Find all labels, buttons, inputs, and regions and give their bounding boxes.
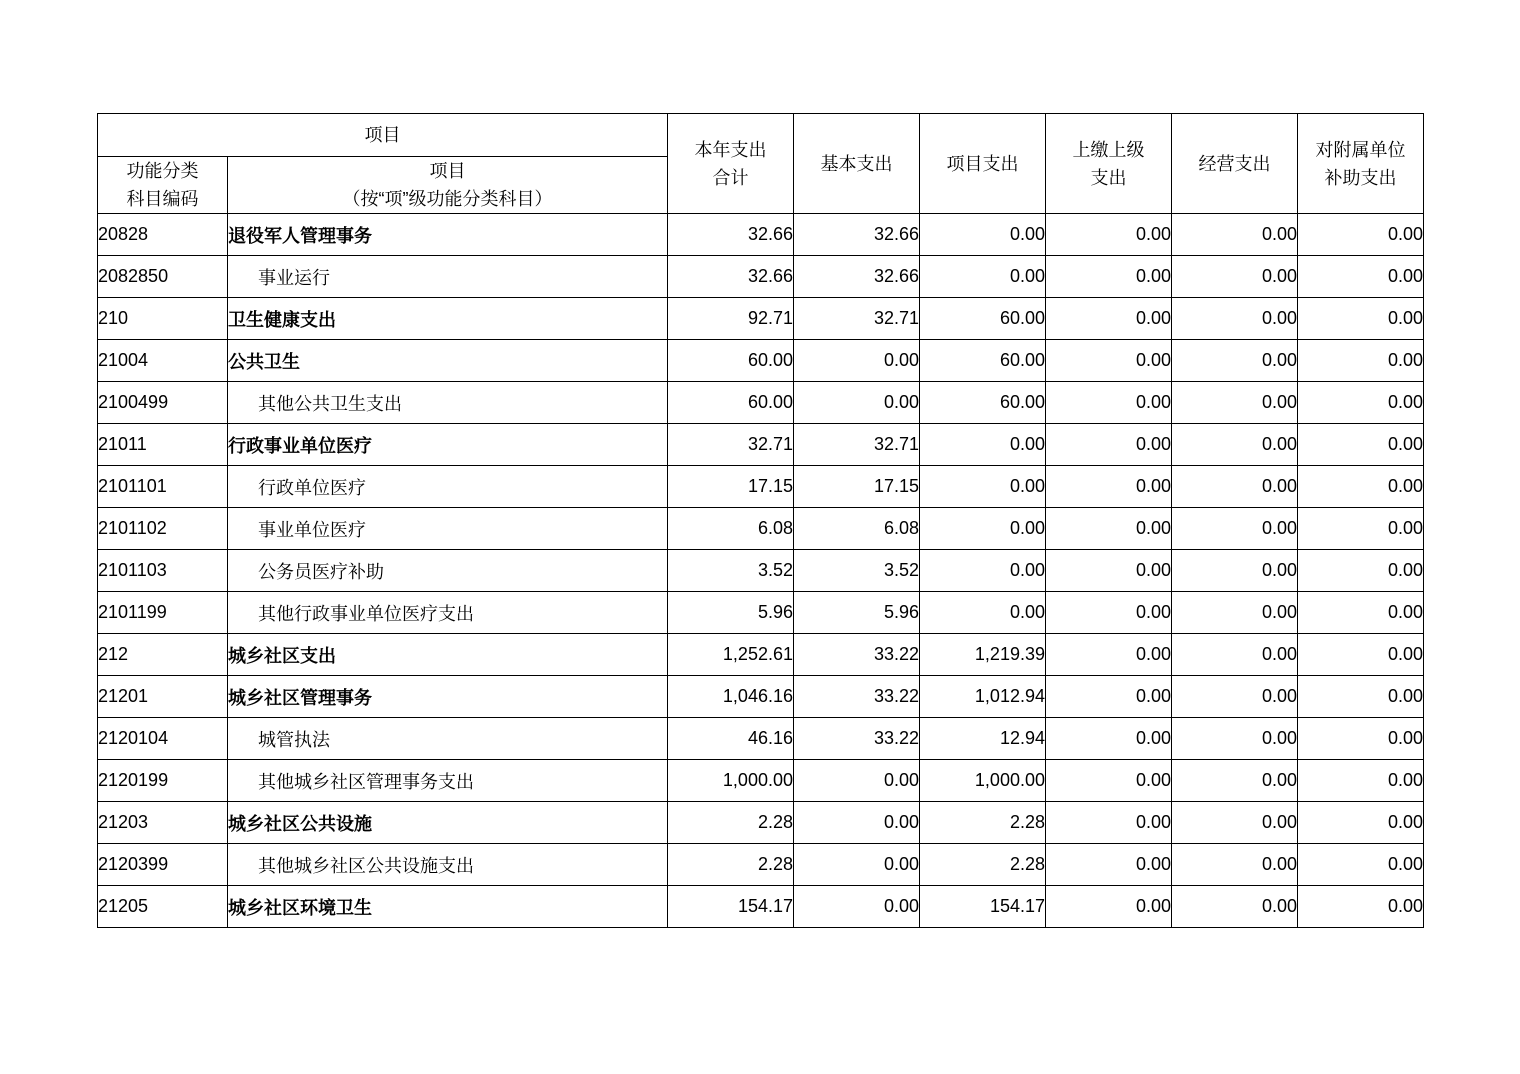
table-row (98, 718, 1424, 760)
cell-operating: 0.00 (1172, 508, 1298, 550)
table-row (98, 886, 1424, 928)
cell-total: 2.28 (668, 802, 794, 844)
cell-project: 154.17 (920, 886, 1046, 928)
cell-upper: 0.00 (1046, 550, 1172, 592)
cell-project: 0.00 (920, 550, 1046, 592)
cell-total: 2.28 (668, 844, 794, 886)
table-row (98, 382, 1424, 424)
header-subsidy (1298, 114, 1424, 214)
cell-project: 0.00 (920, 424, 1046, 466)
cell-basic: 0.00 (794, 340, 920, 382)
cell-operating: 0.00 (1172, 214, 1298, 256)
cell-code: 21201 (98, 676, 228, 718)
cell-upper: 0.00 (1046, 802, 1172, 844)
cell-item-name: 公务员医疗补助 (228, 550, 668, 592)
header-func-code (98, 157, 228, 214)
cell-total: 1,252.61 (668, 634, 794, 676)
cell-item-name: 城乡社区环境卫生 (228, 886, 668, 928)
cell-item-name: 城乡社区支出 (228, 634, 668, 676)
cell-operating: 0.00 (1172, 718, 1298, 760)
cell-code: 2082850 (98, 256, 228, 298)
header-subsidy-line2: 补助支出 (1324, 167, 1397, 188)
cell-subsidy: 0.00 (1298, 424, 1424, 466)
header-func-code-line1: 功能分类 (126, 161, 199, 181)
cell-operating: 0.00 (1172, 424, 1298, 466)
cell-upper: 0.00 (1046, 340, 1172, 382)
cell-basic: 0.00 (794, 760, 920, 802)
cell-project: 2.28 (920, 844, 1046, 886)
cell-code: 2101103 (98, 550, 228, 592)
table-row (98, 676, 1424, 718)
cell-subsidy: 0.00 (1298, 634, 1424, 676)
cell-basic: 6.08 (794, 508, 920, 550)
table-row (98, 256, 1424, 298)
cell-subsidy: 0.00 (1298, 550, 1424, 592)
cell-project: 0.00 (920, 214, 1046, 256)
header-upper (1046, 114, 1172, 214)
cell-item-name: 城乡社区公共设施 (228, 802, 668, 844)
cell-subsidy: 0.00 (1298, 676, 1424, 718)
cell-total: 154.17 (668, 886, 794, 928)
table-row (98, 550, 1424, 592)
cell-operating: 0.00 (1172, 550, 1298, 592)
cell-code: 2101102 (98, 508, 228, 550)
cell-subsidy: 0.00 (1298, 382, 1424, 424)
cell-total: 6.08 (668, 508, 794, 550)
header-total-line1: 本年支出 (694, 139, 767, 160)
header-total (668, 114, 794, 214)
cell-code: 2100499 (98, 382, 228, 424)
header-project-group: 项目 (98, 114, 668, 157)
cell-upper: 0.00 (1046, 382, 1172, 424)
cell-basic: 32.66 (794, 256, 920, 298)
cell-item-name: 其他城乡社区管理事务支出 (228, 760, 668, 802)
cell-code: 2101199 (98, 592, 228, 634)
cell-total: 17.15 (668, 466, 794, 508)
cell-code: 20828 (98, 214, 228, 256)
expenditure-table (97, 113, 1424, 928)
header-project: 项目支出 (920, 114, 1046, 214)
cell-total: 46.16 (668, 718, 794, 760)
cell-code: 21203 (98, 802, 228, 844)
cell-operating: 0.00 (1172, 592, 1298, 634)
cell-code: 2120399 (98, 844, 228, 886)
cell-total: 60.00 (668, 340, 794, 382)
cell-item-name: 公共卫生 (228, 340, 668, 382)
cell-project: 1,012.94 (920, 676, 1046, 718)
table-row (98, 508, 1424, 550)
cell-project: 1,000.00 (920, 760, 1046, 802)
cell-upper: 0.00 (1046, 844, 1172, 886)
header-basic: 基本支出 (794, 114, 920, 214)
cell-operating: 0.00 (1172, 760, 1298, 802)
cell-total: 32.66 (668, 214, 794, 256)
table-row (98, 298, 1424, 340)
cell-item-name: 事业运行 (228, 256, 668, 298)
cell-upper: 0.00 (1046, 424, 1172, 466)
cell-subsidy: 0.00 (1298, 844, 1424, 886)
cell-operating: 0.00 (1172, 466, 1298, 508)
cell-item-name: 其他公共卫生支出 (228, 382, 668, 424)
cell-operating: 0.00 (1172, 676, 1298, 718)
cell-basic: 17.15 (794, 466, 920, 508)
cell-project: 12.94 (920, 718, 1046, 760)
cell-operating: 0.00 (1172, 844, 1298, 886)
cell-upper: 0.00 (1046, 886, 1172, 928)
table-row (98, 424, 1424, 466)
cell-subsidy: 0.00 (1298, 760, 1424, 802)
cell-item-name: 卫生健康支出 (228, 298, 668, 340)
cell-operating: 0.00 (1172, 382, 1298, 424)
cell-subsidy: 0.00 (1298, 214, 1424, 256)
cell-upper: 0.00 (1046, 466, 1172, 508)
table-row (98, 466, 1424, 508)
header-total-line2: 合计 (712, 167, 749, 188)
header-item-line2: （按“项”级功能分类科目） (342, 189, 553, 209)
cell-operating: 0.00 (1172, 802, 1298, 844)
cell-upper: 0.00 (1046, 256, 1172, 298)
cell-subsidy: 0.00 (1298, 466, 1424, 508)
header-item-line1: 项目 (429, 161, 466, 181)
cell-project: 2.28 (920, 802, 1046, 844)
cell-subsidy: 0.00 (1298, 718, 1424, 760)
cell-total: 1,046.16 (668, 676, 794, 718)
cell-basic: 33.22 (794, 676, 920, 718)
cell-upper: 0.00 (1046, 676, 1172, 718)
cell-upper: 0.00 (1046, 634, 1172, 676)
table-row (98, 760, 1424, 802)
cell-subsidy: 0.00 (1298, 340, 1424, 382)
cell-item-name: 退役军人管理事务 (228, 214, 668, 256)
cell-subsidy: 0.00 (1298, 256, 1424, 298)
cell-upper: 0.00 (1046, 760, 1172, 802)
table-row (98, 844, 1424, 886)
cell-upper: 0.00 (1046, 508, 1172, 550)
cell-subsidy: 0.00 (1298, 508, 1424, 550)
cell-upper: 0.00 (1046, 718, 1172, 760)
cell-basic: 0.00 (794, 844, 920, 886)
cell-code: 21004 (98, 340, 228, 382)
cell-code: 21205 (98, 886, 228, 928)
table-body (98, 214, 1424, 928)
cell-total: 92.71 (668, 298, 794, 340)
cell-item-name: 城管执法 (228, 718, 668, 760)
cell-total: 3.52 (668, 550, 794, 592)
cell-item-name: 行政单位医疗 (228, 466, 668, 508)
cell-operating: 0.00 (1172, 256, 1298, 298)
cell-total: 1,000.00 (668, 760, 794, 802)
cell-subsidy: 0.00 (1298, 298, 1424, 340)
header-upper-line2: 支出 (1090, 167, 1127, 188)
header-operating: 经营支出 (1172, 114, 1298, 214)
cell-project: 0.00 (920, 466, 1046, 508)
cell-upper: 0.00 (1046, 214, 1172, 256)
header-func-code-line2: 科目编码 (126, 189, 199, 209)
cell-code: 212 (98, 634, 228, 676)
cell-project: 0.00 (920, 592, 1046, 634)
cell-item-name: 城乡社区管理事务 (228, 676, 668, 718)
table-row (98, 634, 1424, 676)
cell-basic: 32.66 (794, 214, 920, 256)
cell-basic: 5.96 (794, 592, 920, 634)
cell-basic: 33.22 (794, 634, 920, 676)
cell-subsidy: 0.00 (1298, 802, 1424, 844)
cell-operating: 0.00 (1172, 634, 1298, 676)
cell-code: 21011 (98, 424, 228, 466)
cell-code: 2120199 (98, 760, 228, 802)
cell-project: 60.00 (920, 298, 1046, 340)
cell-basic: 0.00 (794, 802, 920, 844)
header-item (228, 157, 668, 214)
cell-operating: 0.00 (1172, 886, 1298, 928)
cell-subsidy: 0.00 (1298, 592, 1424, 634)
header-upper-line1: 上缴上级 (1072, 139, 1145, 160)
table-row (98, 214, 1424, 256)
cell-project: 0.00 (920, 508, 1046, 550)
cell-item-name: 其他行政事业单位医疗支出 (228, 592, 668, 634)
table-row (98, 802, 1424, 844)
cell-basic: 32.71 (794, 424, 920, 466)
cell-code: 210 (98, 298, 228, 340)
cell-subsidy: 0.00 (1298, 886, 1424, 928)
cell-total: 32.66 (668, 256, 794, 298)
table-row (98, 592, 1424, 634)
cell-total: 32.71 (668, 424, 794, 466)
cell-basic: 3.52 (794, 550, 920, 592)
cell-item-name: 事业单位医疗 (228, 508, 668, 550)
cell-project: 60.00 (920, 382, 1046, 424)
cell-item-name: 行政事业单位医疗 (228, 424, 668, 466)
cell-basic: 0.00 (794, 382, 920, 424)
cell-project: 1,219.39 (920, 634, 1046, 676)
cell-project: 0.00 (920, 256, 1046, 298)
cell-code: 2101101 (98, 466, 228, 508)
cell-total: 5.96 (668, 592, 794, 634)
cell-total: 60.00 (668, 382, 794, 424)
cell-item-name: 其他城乡社区公共设施支出 (228, 844, 668, 886)
cell-operating: 0.00 (1172, 340, 1298, 382)
cell-upper: 0.00 (1046, 592, 1172, 634)
cell-basic: 0.00 (794, 886, 920, 928)
table-row (98, 340, 1424, 382)
cell-operating: 0.00 (1172, 298, 1298, 340)
cell-upper: 0.00 (1046, 298, 1172, 340)
cell-basic: 32.71 (794, 298, 920, 340)
cell-basic: 33.22 (794, 718, 920, 760)
cell-project: 60.00 (920, 340, 1046, 382)
header-subsidy-line1: 对附属单位 (1315, 139, 1406, 160)
cell-code: 2120104 (98, 718, 228, 760)
